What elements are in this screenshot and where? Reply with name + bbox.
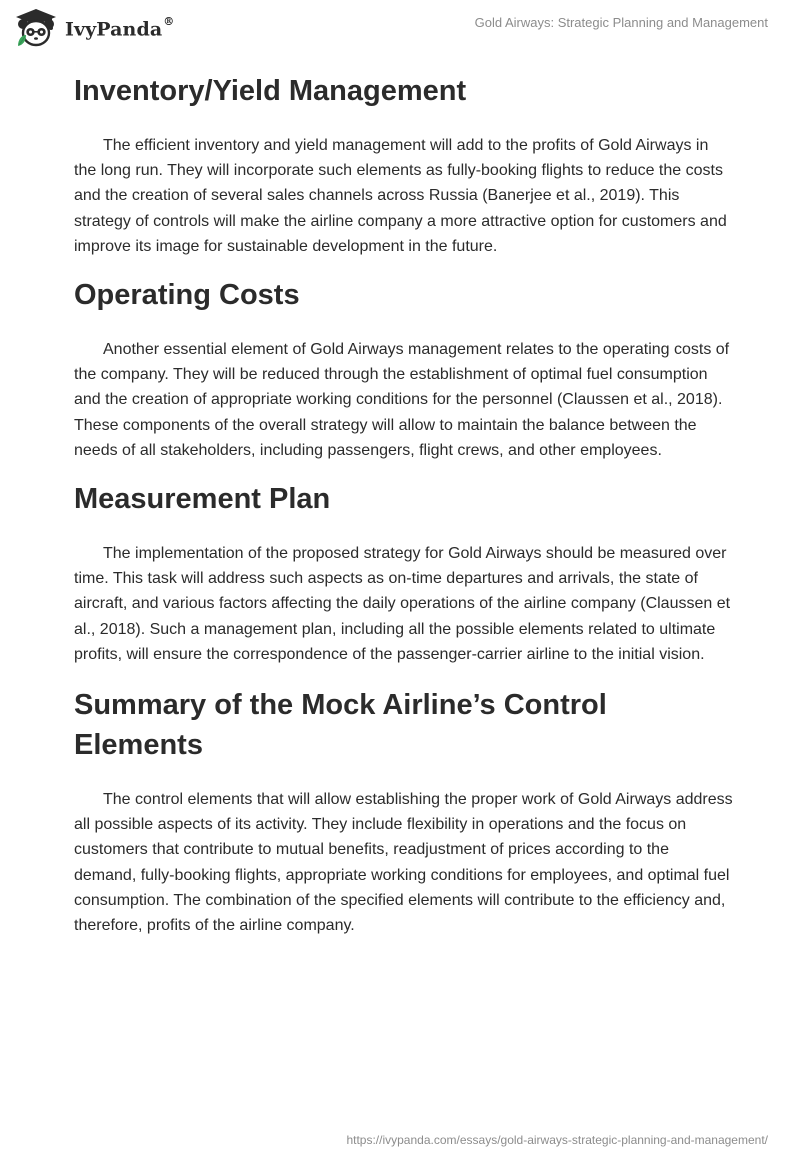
section-paragraph: Another essential element of Gold Airways management relates to the operating costs of the company. They will be reduced through the establishment of optimal fuel consumption and the creation of appropriate working conditions for the personnel (Claussen et al., 2018). These components of the overall strategy will allow to maintain the balance between the needs of all stakeholders, including passengers, flight crews, and other employees.: [74, 341, 730, 459]
source-url-link[interactable]: https://ivypanda.com/essays/gold-airways-strategic-planning-and-management/: [346, 1133, 768, 1147]
essay-content: [74, 71, 734, 938]
section-heading: Measurement Plan: [74, 483, 331, 516]
section-measurement-plan: [74, 479, 734, 667]
section-paragraph: The control elements that will allow establishing the proper work of Gold Airways address all possible aspects of its activity. They include flexibility in operations and the focus on customers that contribute to mutual benefits, readjustment of prices according to the demand, fully-booking flights, appropriate working conditions for employees, and optimal fuel consumption. The combination of the specified elements will contribute to the efficiency and, therefore, profits of the airline company.: [74, 791, 733, 935]
ivypanda-logo[interactable]: [14, 8, 174, 48]
section-inventory-yield-management: [74, 71, 734, 259]
registered-mark: ®: [163, 14, 175, 28]
section-paragraph: The efficient inventory and yield management will add to the profits of Gold Airways in the long run. They will incorporate such elements as fully-booking flights to reduce the costs and the creation of several sales channels across Russia (Banerjee et al., 2019). This strategy of controls will make the airline company a more attractive option for customers and improve its image for sustainable development in the future.: [74, 137, 727, 255]
section-heading: Operating Costs: [74, 279, 300, 312]
section-paragraph: The implementation of the proposed strategy for Gold Airways should be measured over time. This task will address such aspects as on-time departures and arrivals, the state of aircraft, and various factors affecting the daily operations of the airline company (Claussen et al., 2018). Such a management plan, including all the possible elements related to ultimate profits, will ensure the correspondence of the passenger-carrier airline to the initial vision.: [74, 545, 731, 663]
page-header: [0, 0, 800, 60]
section-heading: Inventory/Yield Management: [74, 75, 467, 107]
section-heading: Summary of the Mock Airline’s Control Elements: [74, 689, 607, 762]
panda-graduate-icon: [14, 8, 60, 48]
brand-name: IvyPanda®: [65, 14, 175, 41]
section-summary-control-elements: [74, 685, 734, 938]
document-title: Gold Airways: Strategic Planning and Management: [474, 15, 768, 30]
section-operating-costs: [74, 275, 734, 463]
